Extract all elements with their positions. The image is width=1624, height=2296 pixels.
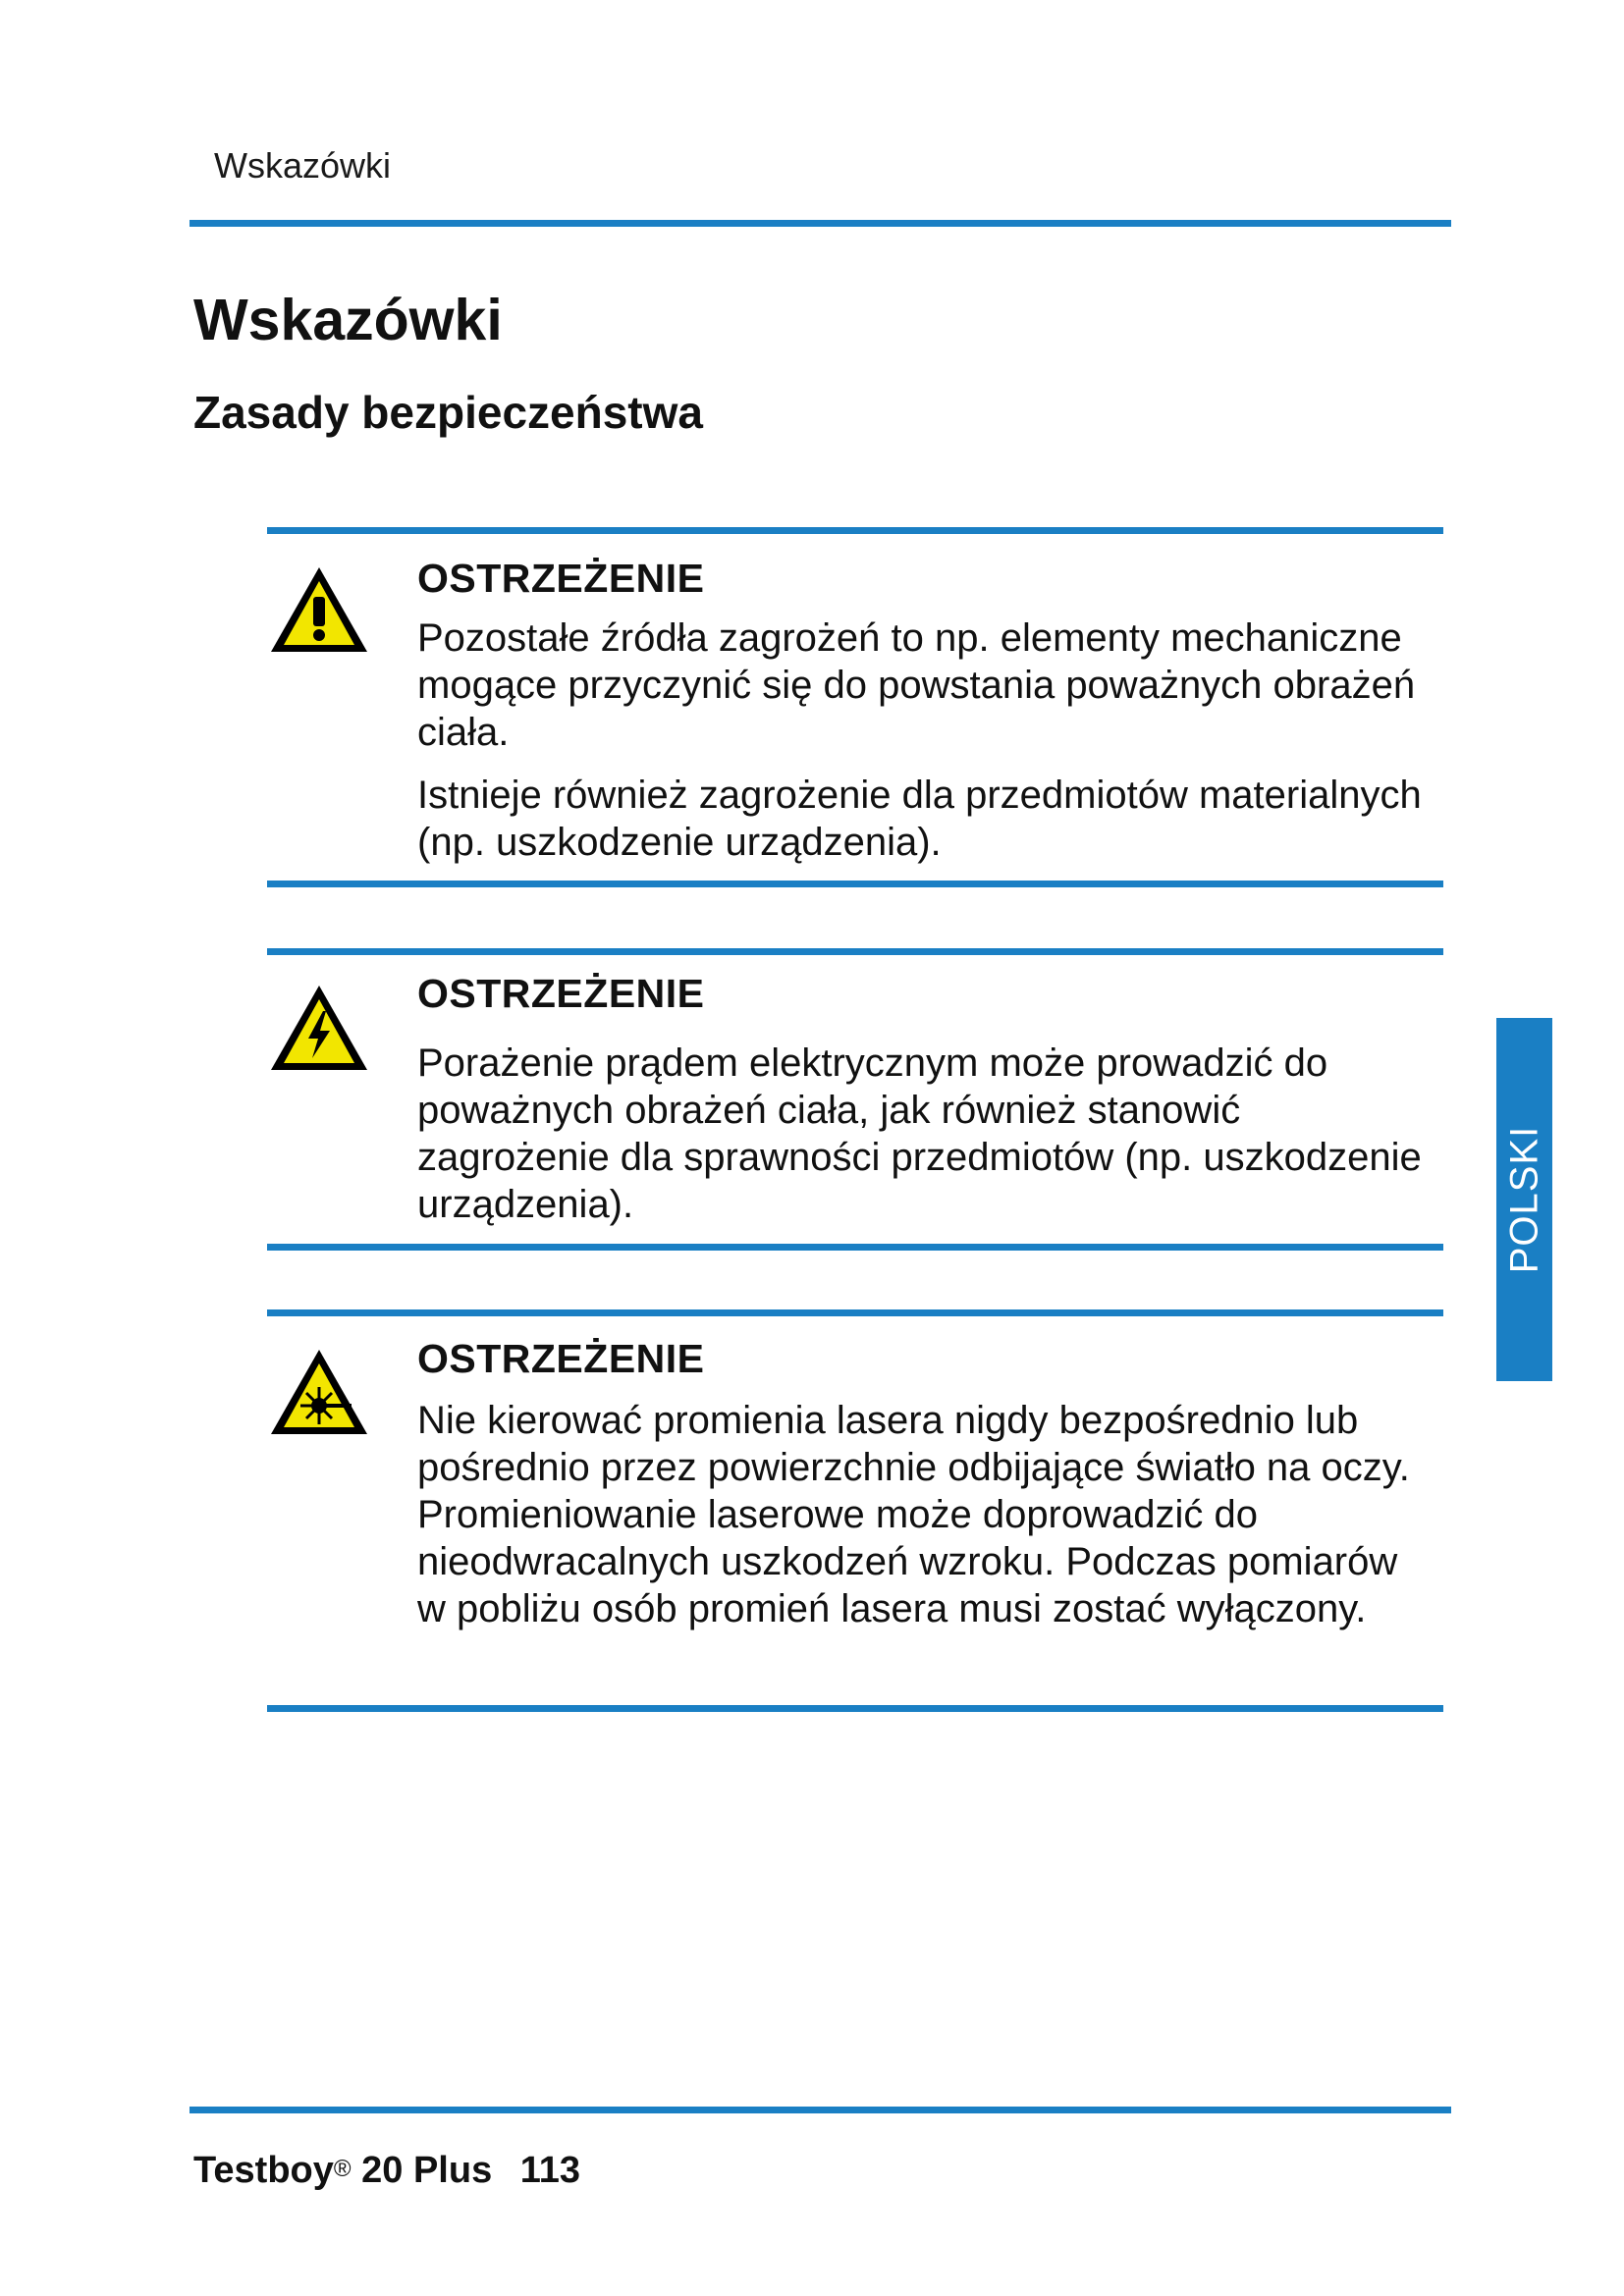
general-warning-icon bbox=[267, 563, 371, 658]
footer-rule bbox=[189, 2107, 1451, 2113]
language-tab-label: POLSKI bbox=[1502, 1125, 1545, 1274]
warning-body bbox=[417, 614, 1429, 881]
warning-box-general bbox=[267, 527, 1443, 887]
warning-heading: OSTRZEŻENIE bbox=[417, 556, 705, 601]
footer-registered-mark: ® bbox=[333, 2156, 352, 2182]
section-title: Zasady bezpieczeństwa bbox=[193, 387, 703, 438]
laser-warning-icon bbox=[267, 1346, 371, 1440]
language-tab bbox=[1496, 1018, 1552, 1381]
warning-paragraph: Porażenie prądem elektrycznym może prowadzić do poważnych obrażeń ciała, jak również stanowić zagrożenie dla sprawności przedmiotów (np. uszkodzenie urządzenia). bbox=[417, 1041, 1422, 1226]
footer-product: Testboy bbox=[193, 2150, 334, 2191]
warning-paragraph: Pozostałe źródła zagrożeń to np. elementy mechaniczne mogące przyczynić się do powstania poważnych obrażeń ciała. bbox=[417, 616, 1416, 754]
header-rule bbox=[189, 220, 1451, 227]
warning-box-laser bbox=[267, 1309, 1443, 1712]
page-title: Wskazówki bbox=[193, 288, 503, 352]
warning-heading: OSTRZEŻENIE bbox=[417, 971, 705, 1016]
warning-paragraph: Istnieje również zagrożenie dla przedmiotów materialnych (np. uszkodzenie urządzenia). bbox=[417, 774, 1422, 864]
warning-paragraph: Nie kierować promienia lasera nigdy bezpośrednio lub pośrednio przez powierzchnie odbijające światło na oczy. Promieniowanie laserowe może doprowadzić do nieodwracalnych uszkodzeń wzroku. Podczas pomiarów w pobliżu osób promień lasera musi zostać wyłączony. bbox=[417, 1399, 1410, 1630]
warning-box-electric bbox=[267, 948, 1443, 1251]
electric-shock-warning-icon bbox=[267, 982, 371, 1076]
footer-model: 20 Plus bbox=[361, 2150, 493, 2191]
warning-body bbox=[417, 1397, 1429, 1648]
warning-heading: OSTRZEŻENIE bbox=[417, 1336, 705, 1381]
running-header: Wskazówki bbox=[214, 145, 392, 186]
warning-body bbox=[417, 1040, 1429, 1244]
page-number: 113 bbox=[519, 2150, 581, 2191]
footer bbox=[193, 2150, 580, 2192]
